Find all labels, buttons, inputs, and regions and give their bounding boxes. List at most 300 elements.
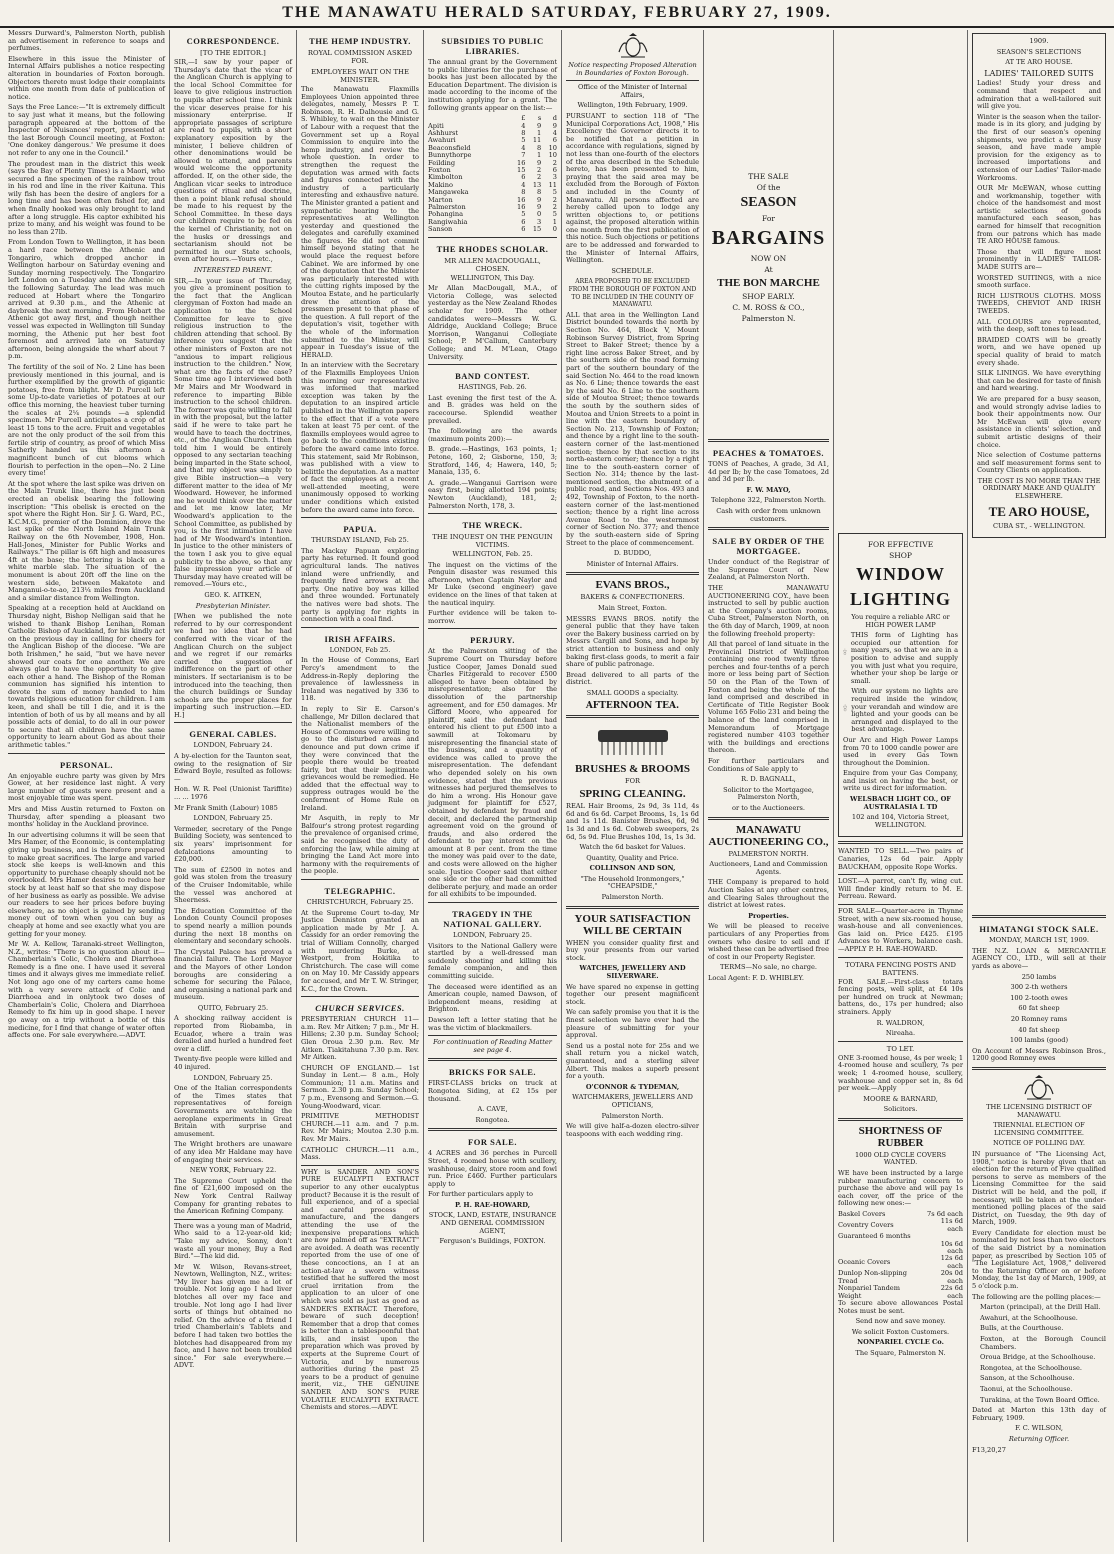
column-3 <box>297 30 424 1542</box>
table-cell: 2 <box>537 173 542 182</box>
ad-text: ALL COLOURS are represented, with the deep, soft tones to lead. <box>977 317 1101 334</box>
list-item: Rongotea, at the Schoolhouse. <box>980 1363 1082 1372</box>
table-cell: 8 <box>537 188 542 197</box>
news-item: Twenty-five people were killed and 40 injured. <box>174 1055 292 1072</box>
news-item: From London Town to Wellington, it has been a hard race between the Athenic and Tongariro, which dropped anchor in Wellington harbour on Saturday evening and Sunday morning respectively. The Tongariro left London on a Tuesday and the Athenic on the following Saturday. The lead was much reduced at Hobart where the Tongariro arrived at 9.30 p.m., and the Athenic at daybreak the next morning. From Hobart the Athenic got away first, and though neither vessel was expected in Wellington till Sunday morning, the Athenic put her best foot foremost and arrived late on Saturday afternoon, being alongside the wharf about 7 p.m. <box>8 238 165 361</box>
news-item: Last evening the first test of the A. and B. grades was held on the racecourse. Splendid weather prevailed. <box>428 393 557 425</box>
table-cell: 11 <box>532 136 542 145</box>
ad-signature: R. WALDRON, <box>876 1018 925 1027</box>
table-cell: 9 <box>537 195 542 204</box>
ad-signature: MOORE & BARNARD, <box>863 1094 938 1103</box>
grants-table <box>428 115 557 234</box>
table-cell: 6 <box>552 166 557 174</box>
ad-signature: NONPARIEL CYCLE Co. <box>857 1338 944 1347</box>
notice-title: TRIENNIAL ELECTION OF LICENSING COMMITTEE. <box>993 1121 1085 1137</box>
classified-ad: FOR SALE—Quarter-acre in Thynne Street, with a new six-roomed house, wash-house and all conveniences. Gas laid on. Price £425. £195 Advances to Workers, balance cash.—APPLY P. H. RAE-HOWARD. <box>838 907 963 953</box>
news-item: Elsewhere in this issue the Minister of Internal Affairs publishes a notice respecting alteration in boundaries of Foxton borough. Objectors thereto must lodge their complaints within one month from date of publication of notice. <box>8 54 165 101</box>
news-item: One of the Italian correspondents of the Times states that representatives of foreign Governments are watching the aeroplane experiments in Great Britain with surprise and amusement. <box>174 1084 292 1138</box>
ad-heading: SHORTNESS OF RUBBER <box>858 1124 943 1149</box>
signature: GEO. K. AITKEN, <box>204 590 262 599</box>
news-item: The fertility of the soil of No. 2 Line has been previously mentioned in this journal, and is further exemplified by the growth of gigantic potatoes, free from blight. Mr D. Purcell left some Up-to-date varieties of potatoes at our office this morning, the heaviest tuber turning the scales at 2¼ pounds —a splendid specimen. Mr Purcell anticipates a crop of at least 15 tons to the acre. Fruit and vegetables are not the only product of the soil from this fertile strip of country, as proof of which Miss Satherly handed us this afternoon a magnificent bunch of cut blooms which flourish to perfection in the open—No. 2 Line every time! <box>8 362 165 478</box>
dateline: CHRISTCHURCH, February 25. <box>306 898 414 906</box>
list-item: Foxton, at the Borough Council Chambers. <box>980 1335 1106 1351</box>
ad-text: THE N.Z. LOAN & MERCANTILE AGENCY CO., LTD., will sell at their yards as above— <box>972 946 1106 971</box>
coat-of-arms-icon <box>1019 1074 1059 1102</box>
ad-heading: LIGHTING <box>849 589 952 609</box>
table-cell: 2 <box>552 203 557 212</box>
ad-heading: BRUSHES & BROOMS <box>575 762 690 775</box>
ad-text: Cash with order from unknown customers. <box>716 506 821 523</box>
table-cell: Feilding <box>428 158 456 167</box>
news-item: The following are the awards (maximum points 200):— <box>428 427 557 443</box>
news-item: In reply to Sir E. Carson's challenge, Mr Dillon declared that the Nationalist members of the House of Commons were willing to go to the disturbed areas and denounce and put down crime if they were convinced that the people there would be treated fairly, but that their legitimate grievances would be remedied. He added that the effectual way to suppress outrages would be the conferment of Home Rule on Ireland. <box>301 704 419 812</box>
ad-signature: Palmerston North. <box>601 893 664 902</box>
table-cell: Guaranteed 6 months <box>838 1232 911 1241</box>
notice-text: PURSUANT to section 118 of "The Municipal Corporations Act, 1908," His Excellency the Governor directs it to be notified that a petition in accordance with regulations, signed by not less than one-fourth of the electors of the area described in the Schedule hereto, has been presented to him, praying that the said area may be excluded from the Borough of Foxton and included in the County of Manawatu. All persons affected are hereby called upon to lodge any written objections to, or petitions against, the proposed alteration within one month from the first publication of this notice. Such objections or petitions are to be addressed and forwarded to the Minister of Internal Affairs, Wellington. <box>566 111 699 265</box>
list-item: 300 2-th wethers <box>1010 983 1068 992</box>
table-cell: 10s 6d each <box>940 1239 963 1256</box>
dateline: LONDON, February 25. <box>193 1073 273 1082</box>
ad-text: For <box>762 214 775 223</box>
lamp-icon <box>843 632 847 672</box>
notice-text: AREA PROPOSED TO BE EXCLUDED FROM THE BOROUGH OF FOXTON AND TO BE INCLUDED IN THE COUNTY OF MANAWATU. <box>568 278 697 309</box>
ad-heading: LADIES' TAILORED SUITS <box>984 68 1094 78</box>
table-row <box>838 1270 963 1285</box>
table-cell: Apiti <box>428 121 444 130</box>
list-item: 40 fat sheep <box>1018 1025 1060 1034</box>
list-item: 100 2-tooth ewes <box>1010 993 1068 1002</box>
notice-title: NOTICE OF POLLING DAY. <box>993 1139 1085 1148</box>
column-4 <box>424 30 562 1542</box>
dateline: HASTINGS, Feb. 26. <box>458 383 527 392</box>
dateline: NEW YORK, February 22. <box>189 1166 277 1175</box>
advertisement: WHY is SANDER AND SON'S PURE EUCALYPTI EXTRACT superior to any other eucalyptus product? Because it is the result of full experience, and of a special and careful process of manufacture, and the dangers attending the use of the inexpensive preparations which are now palmed off as "EXTRACT" are avoided. A death was recently reported from the use of one of these concoctions, an I at an action-at-law a sworn witness testified that he suffered the most cruel irritation from the application to an ulcer of one which was sold as just as good as SANDER'S EXTRACT. Therefore, beware of such deception! Remember that a drop that comes is better than a tablespoonful that kills, and insist upon the preparation which was proved by experts at the Supreme Court of Victoria, and by numerous authorities during the past 25 years to be a product of genuine merit, viz., THE GENUINE SANDER AND SON'S PURE VOLATILE EUCALYPTI EXTRACT. Chemists and stores.—ADVT. <box>301 1167 419 1412</box>
ad-heading: THE BON MARCHE <box>717 277 820 289</box>
ad-text: On Account of Messrs Robinson Bros., 1200 good Romney ewes <box>972 1046 1106 1063</box>
table-row <box>838 1285 963 1300</box>
table-cell: 12s 6d each <box>940 1254 963 1270</box>
ad-heading: MANAWATU AUCTIONEERING CO., <box>708 823 829 848</box>
ad-text: Bread delivered to all parts of the district. <box>566 670 699 687</box>
section-heading: CHURCH SERVICES. <box>315 1003 405 1014</box>
ad-text: Properties. <box>748 911 789 920</box>
news-item: Further evidence will be taken to-morrow. <box>428 609 557 625</box>
notice-code: F13,20,27 <box>972 1445 1006 1454</box>
table-cell: Oceanic Covers <box>838 1258 891 1267</box>
ad-signature: O'CONNOR & TYDEMAN, <box>585 1082 680 1091</box>
column-1 <box>4 30 170 1542</box>
table-cell: 16 <box>517 203 526 212</box>
table-cell: 9 <box>552 121 557 130</box>
news-item: The annual grant by the Government to public libraries for the purchase of books has just been allocated by the Education Department. The division is made according to the income of the institution applying for a grant. The following grants appear on the list:— <box>428 58 557 112</box>
news-item: Mrs and Miss Austin returned to Foxton on Thursday, after spending a pleasant two months' holiday in the Auckland province. <box>8 805 165 829</box>
list-item: Oroua Bridge, at the Schoolhouse. <box>980 1353 1096 1362</box>
news-item: In an interview with the Secretary of the Flaxmills Employees Union this morning our representative was informed that marked exception was taken by the deputation to an inspired article published in the Wellington papers to the effect that if a vote were taken at least 75 per cent. of the flaxmills employees would agree to go back to the conditions existing before the award came into force. This statement, said Mr Robinson, was published with a view to belittle the deputation. As a matter of fact the employees at a recent well-attended meeting, were unanimously opposed to working under conditions which existed before the award came into force. <box>301 361 419 514</box>
table-cell: Sanson <box>428 225 453 234</box>
table-cell: 8 <box>521 128 526 137</box>
ad-text: FOR <box>625 776 640 785</box>
table-cell: 20s 0d each <box>940 1269 963 1285</box>
ad-heading: YOUR SATISFACTION WILL BE CERTAIN <box>574 912 691 937</box>
table-cell: 15 <box>517 166 526 174</box>
ad-text: Send now and save money. <box>855 1317 946 1326</box>
dateline: WELLINGTON, Feb. 25. <box>452 550 533 559</box>
ad-signature: Solicitor to the Mortgagee, Palmerston North, <box>723 785 814 802</box>
column-5 <box>562 30 704 1542</box>
ad-text: Quantity, Quality and Price. <box>586 853 679 862</box>
news-item: The Education Committee of the London County Council proposes to spend nearly a million pounds during the next 18 months on elementary and secondary schools. <box>174 906 292 946</box>
dateline: LONDON, Feb 25. <box>329 645 391 654</box>
ad-signature: COLLINSON AND SON, <box>589 864 676 873</box>
page-columns <box>4 30 1110 1542</box>
column-2 <box>170 30 297 1542</box>
ad-heading: WINDOW <box>855 564 945 584</box>
ad-signature: A. CAVE, <box>477 1105 508 1114</box>
ad-heading: SALE BY ORDER OF THE MORTGAGEE. <box>712 536 825 557</box>
table-cell: 0 <box>552 225 557 234</box>
news-item: Mr W. A. Kellow, Taranaki-street Wellington, N.Z., writes: "There is no question about it—Chamberlain's Colic, Cholera and Diarrhoea Remedy is a fine one. I have used it several times and it always gives me immediate relief. Not long ago one of my carters came home with a very severe attack of Colic and Diarrhoea and in onlytook two doses of Chamberlain's Colic, Cholera and Diarrhoea Remedy to fix him up in good shape. I never go away on a trip without a bottle of this medicine, for I find that change of water often affects one. For sale everywhere.—ADVT. <box>8 940 165 1040</box>
notice-signature: Returning Officer. <box>1008 1434 1070 1443</box>
news-item: An enjoyable euchre party was given by Mrs Gower, at her residence last night. A very large number of guests were present and a most enjoyable time was spent. <box>8 771 165 803</box>
table-cell: 4 <box>521 121 526 130</box>
news-item: The Manawatu Flaxmills Employees Union appointed three delegates, namely, Messrs P. T. Robinson, R. H. Dalhousie and G. S. Whibley, to wait on the Minister of Labour with a request that the Government set up a Royal Commission to enquire into the hemp industry, and review the whole question. In order to strengthen the request the deputation was armed with facts and figures connected with the industry of a particularly interesting and exhaustive nature. The Minister granted a patient and sympathetic hearing to the representatives at Wellington yesterday and questioned the delegates and carefully examined the figures. He did not commit himself beyond stating that he would place the request before Cabinet. We are informed by one of the deputation that the Minister was particularly interested with the cutting rights imposed by the Moutoa Estate, and he particularly drew the attention of the pressmen present to that phase of the question. A full report of the deputation's visit, together with the whole of the information submitted to the Minister, will appear in Tuesday's issue of the HERALD. <box>301 85 419 359</box>
ad-text: We will be pleased to receive particulars of any Properties from owners who desire to sell and if wished these can be advertised free of cost in our Property Register. <box>708 922 829 961</box>
ad-text: FOR EFFECTIVE <box>867 540 934 549</box>
news-item: In the House of Commons, Earl Percy's amendment to the Address-in-Reply deploring the prevalence of lawlessness in Ireland was negatived by 336 to 118. <box>301 656 419 703</box>
news-item: In our advertising columns it will be seen that Mrs Hamer, of the Economic, is contemplating giving up business, and is therefore prepared to make great sacrifices. The large and varied stock she keeps is well-known and this opportunity to purchase cheaply should not be overlooked. Mrs Hamer desires to reduce her stock by at least half so that she may dispose of her business as early as possible. We advise our readers to see her prices before buying elsewhere, as no object is gained by sending money out of town when you can buy as cheaply at home and see exactly what you are getting for your money. <box>8 830 165 938</box>
ad-signature: or to the Auctioneers. <box>732 803 805 812</box>
list-item: 100 lambs (good) <box>1009 1036 1069 1045</box>
table-cell: Beaconsfield <box>428 143 471 152</box>
ad-text: NOW ON <box>750 254 787 263</box>
ad-signature: WATCHMAKERS, JEWELLERS AND OPTICIANS, <box>572 1093 693 1109</box>
table-cell: 16 <box>517 195 526 204</box>
table-cell: 5 <box>552 188 557 197</box>
table-cell: Dunlop Non-slipping Tread <box>838 1269 908 1285</box>
table-cell: 2 <box>537 166 542 174</box>
table-cell: Awahuri <box>428 136 456 145</box>
dateline: LONDON, February 24. <box>193 741 273 750</box>
ad-text: FIRST-CLASS bricks on truck at Rongotea Siding, at £2 15s per thousand. <box>428 1079 557 1103</box>
table-cell: 2 <box>552 195 557 204</box>
ad-text: We have spared no expense in getting together our present magnificent stock. <box>566 982 699 1006</box>
table-cell: Foxton <box>428 166 451 174</box>
column-6 <box>704 30 834 1542</box>
notice-title: THE LICENSING DISTRICT OF MANAWATU. <box>986 1102 1092 1119</box>
ad-heading: TE ARO HOUSE, <box>988 503 1090 519</box>
signature: Presbyterian Minister. <box>195 601 271 610</box>
ad-text: 1909. <box>1029 37 1049 45</box>
subheading: MR ALLEN MACDOUGALL, CHOSEN. <box>444 256 541 273</box>
table-row <box>838 1241 963 1256</box>
section-heading: SUBSIDIES TO PUBLIC LIBRARIES. <box>441 36 544 56</box>
table-row <box>428 226 557 233</box>
ad-heading: TO LET. <box>886 1044 915 1053</box>
classified-ad: FOR SALE.—First-class totara fencing posts, well split, at £4 10s per hundred on truck at Newman; battens, do., 17s per hundred; also strainers. Apply <box>838 977 963 1016</box>
table-cell: 0 <box>537 210 542 219</box>
advertisement: There was a young man of Madrid, Who said to a 12-year-old kid; "Take my advice, Sonny, don't waste all your money, Buy a Red Bird."—The kid did. <box>174 1221 292 1261</box>
table-cell: £ <box>521 114 526 123</box>
brush-icon <box>588 722 678 760</box>
polling-places-list <box>972 1304 1106 1404</box>
list-item: 60 fat sheep <box>1018 1004 1060 1013</box>
table-cell: 1 <box>537 151 542 160</box>
section-heading: THE RHODES SCHOLAR. <box>436 243 549 254</box>
ad-heading: TOTARA FENCING POSTS AND BATTENS. <box>845 960 956 977</box>
news-item: Dawson left a letter stating that he was the victim of blackmailers. <box>428 1015 557 1032</box>
news-item: Hon. W. R. Peel (Unionist Tariffite) ... ... 1976 <box>174 785 292 802</box>
ad-text: THE COST IS NO MORE THAN THE ORDINARY MAKE AND QUALITY ELSEWHERE. <box>977 476 1101 501</box>
table-cell: 4 <box>552 128 557 137</box>
dateline: LONDON, February 25. <box>193 814 273 823</box>
te-aro-ad <box>972 33 1106 538</box>
list-item: Taonui, at the Schoolhouse. <box>980 1384 1073 1393</box>
window-lighting-ad <box>838 533 963 837</box>
ad-text: OUR Mr McEWAN, whose cutting and workmanship, together with choice of the handsomest and most artistic selections of goods manufactured each season, has earned for himself that recognition from our patrons which has made TE ARO HOUSE famous. <box>977 184 1101 246</box>
notice-signature: Minister of Internal Affairs. <box>586 559 679 568</box>
table-cell: 10 <box>548 151 557 160</box>
table-cell: 4 <box>521 180 526 189</box>
ad-signature: Nireaha. <box>885 1029 916 1038</box>
ad-text: SHOP EARLY. <box>742 292 795 301</box>
subheading: [TO THE EDITOR.] <box>200 49 266 57</box>
ad-signature: "The Household Ironmongers," "CHEAPSIDE," <box>580 874 685 891</box>
list-item: 250 lambs <box>1021 972 1057 981</box>
ad-text: TONS of Peaches, A grade, 3d A1, 4d per lb; by the case Tomatoes, 2d and 3d per lb. <box>708 460 829 484</box>
table-cell: Kimbolton <box>428 173 463 182</box>
ad-heading: SPRING CLEANING. <box>579 788 686 801</box>
section-heading: PAPUA. <box>343 524 377 535</box>
ad-signature: P. H. RAE-HOWARD, <box>454 1200 531 1209</box>
ad-text: TERMS—No sale, no charge. <box>720 963 817 972</box>
ad-address: Main Street, Foxton. <box>598 604 667 612</box>
ad-signature: Solicitors. <box>883 1105 918 1114</box>
table-cell: 1 <box>537 128 542 137</box>
table-cell: Ashhurst <box>428 128 459 137</box>
table-cell: 8 <box>537 143 542 152</box>
news-item: The Mackay Papuan exploring party has returned. It found good agricultural lands. The natives inland were unfriendly, and frequently fired arrows at the party. One native boy was killed and three wounded. Fortunately the natives were bad shots. The party is applying for rights in connection with a coal find. <box>301 546 419 624</box>
news-item: The Crystal Palace has proved a financial failure. The Lord Mayor and the Mayors of other London boroughs are considering a scheme for securing the Palace, and organising a national park and museum. <box>174 947 292 1002</box>
subheading: THE INQUEST ON THE PENGUIN VICTIMS. <box>432 533 553 550</box>
ad-text: WE have been instructed by a large rubber manufacturing concern to purchase the above and will pay 1s each cover, off the price of the following new ones:— <box>838 1169 963 1208</box>
ad-text: Nice selection of Costume patterns and self measurement forms sent to Country Clients on application. <box>977 451 1101 475</box>
table-cell: 11 <box>548 180 557 189</box>
section-heading: THE HEMP INDUSTRY. <box>309 36 411 46</box>
news-item: At the spot where the last spike was driven on the Main Trunk line, there has just been erected an obelisk bearing the following inscription: "This obelisk is erected on the spot where the Right Hon. Sir J. G. Ward, P.C., K.C.M.G., premier of the Dominion, drove the last spike of the North Island Main Trunk Railway on the 6th November, 1908, Hon. Hall-Jones, Minister for Public Works and Railways." The pillar is 6ft high and measures 4ft at the base; the lettering is black on a white marble slab. The situation of the monument is about 20ft off the line on the western side, between Makatote and Manganui-o-te-ao, 213¼ miles from Auckland and a similar distance from Wellington. <box>8 479 165 602</box>
signature: INTERESTED PARENT. <box>193 266 273 275</box>
dateline: LONDON, February 25. <box>453 931 532 940</box>
table-cell: Rangiwahia <box>428 217 468 226</box>
ad-signature: Palmerston North. <box>601 1111 664 1120</box>
section-heading: THE WRECK. <box>462 520 523 531</box>
ad-subheading: BAKERS & CONFECTIONERS. <box>580 593 685 602</box>
table-cell: 5 <box>521 210 526 219</box>
ad-heading: BARGAINS <box>711 227 826 249</box>
table-cell: 6 <box>552 136 557 145</box>
church-listing: PRIMITIVE METHODIST CHURCH.—11 a.m. and 7 p.m. Rev. Mr Mairs; Moutoa 2.30 p.m. Rev. Mr Mairs. <box>301 1112 419 1144</box>
notice-text: Every Candidate for election must be nominated by not less than two electors of the said District by a nomination paper, as prescribed by Section 105 of "The Legislature Act, 1908," delivered to the Returning Officer on or before Monday, the 1st day of March, 1909, at 5 o'clock p.m. <box>972 1228 1106 1291</box>
ad-text: Palmerston N. <box>741 314 796 323</box>
continuation-note: For continuation of Reading Matter see page 4. <box>433 1038 552 1054</box>
table-cell: d <box>552 114 557 123</box>
ad-signature: STOCK, LAND, ESTATE, INSURANCE AND GENERAL COMMISSION AGENT, <box>428 1211 557 1235</box>
news-item: Visitors to the National Gallery were startled by a well-dressed man suddenly shooting and killing his female companion, and then committing suicide. <box>428 941 557 980</box>
news-item: A by-election for the Taunton seat, owing to the resignation of Sir Edward Boyle, resulted as follows:— <box>174 752 292 783</box>
table-cell: 22s 6d each <box>940 1284 963 1300</box>
section-heading: TELEGRAPHIC. <box>324 886 396 896</box>
lamp-icon <box>843 688 847 728</box>
news-item: Says the Free Lance:—"It is extremely difficult to say just what it means, but the following paragraph appeared at the bottom of the Inspector of Nuisances' report, presented at the last Borough Council meeting, at Foxton: 'One donkey dangerous.' We presume it does not refer to any one in the Council." <box>8 103 165 157</box>
notice-text: SCHEDULE. <box>611 266 654 275</box>
ad-text: RICH LUSTROUS CLOTHS. MOSS TWEEDS, CHEVIOT AND IRISH TWEEDS. <box>977 291 1101 315</box>
ad-text: For further particulars apply to <box>428 1190 533 1199</box>
ad-heading: FOR SALE. <box>468 1137 517 1148</box>
ad-text: At <box>764 265 773 274</box>
news-item: A. grade.—Wanganui Garrison were easy first, being allotted 194 points; Newton (Auckland), 181, 2; Palmerston North, 178, 3. <box>428 478 557 510</box>
ad-text: Send us a postal note for 25s and we shall return you a nickel watch, guaranteed, and a sterling silver Albert. This makes a superb present for a youth. <box>566 1041 699 1081</box>
section-heading: CORRESPONDENCE. <box>186 36 280 46</box>
table-cell: 11s 6d each <box>940 1217 963 1233</box>
ad-text: THE SALE <box>748 172 789 181</box>
list-item: Turakina, at the Town Board Office. <box>980 1395 1100 1404</box>
letter: SIR,—In your issue of Thursday, you give a prominent position to the fact that the Anglican clergyman of Foxton had made an application to the School Committee for leave to give religious instruction to the children attending that school. By inference you suggest that the other ministers of Foxton are not "anxious to impart religious instruction to the children." Now, what are the facts of the case? Some time ago I interviewed both Mr Mairs and Mr Woodward in reference to imparting Bible instruction to the school children. The former was quite willing to fall in with the proposal, but the latter said if he were to take part he would have to teach the doctrines, etc., of the Anglican Church. I then told him I would be entirely opposed to any sectarian teaching being imparted in the State school, and that my object was simply to give Bible instruction—a very different matter to the idea of Mr Woodward. However, he informed me he would think over the matter and let me know later, Mr Woodward's application to the School Committee, as published by you, is the first intimation I have had of Mr Woodward's intention. In justice to the other ministers of the town I ask you to give equal publicity to the above, so that any false impression your article of Thursday may have created will be removed.—Yours etc., <box>174 276 292 589</box>
notice-text: ALL that area in the Wellington Land District bounded towards the north by Section No. 464, Block V, Mount Robinson Survey District, from Spring Street to Baker Street; thence by a right line across Baker Street, and by the southern side of the road forming part of the southern boundary of the said Section No. 464 to the road known as No. 6 Line; thence towards the east by the said No. 6 Line to the southern side of Moutoa Street; thence towards the south by the southern sides of Moutoa and Union Streets to a point in line with the eastern boundary of Section No. 213, Township of Foxton; and thence by a right line to the south-eastern corner of the last-mentioned section; thence by that section to its north-eastern corner; thence by a right line to the south-eastern corner of Section No. 314; thence by the last-mentioned section, the abutment of a public road, and Sections Nos. 493 and 492, Township of Foxton, to the north-eastern corner of the last-mentioned section; thence by a right line across Avenue Road to the westernmost corner of Section No. 377; and thence by the south-eastern side of Spring Street to the place of commencement. <box>566 310 699 547</box>
ad-text: Ladies! Study your dress and command that respect and admiration that a well-tailored suit will give you. <box>977 79 1101 111</box>
notice-signature: D. BUDDO, <box>613 549 652 558</box>
ad-signature: Telephone 322, Palmerston North. <box>711 496 826 505</box>
ad-text: Under conduct of the Registrar of the Supreme Court of New Zealand, at Palmerston North. <box>708 558 829 582</box>
cover-price-table <box>838 1211 963 1300</box>
ad-text: Winter is the season when the tailor-made is in its glory, and judging by the first of our season's opening shipments, we predict a very busy season, and have made ample provision for the exigency as to increased importations and extension of our Ladies' Tailor-made Workrooms. <box>977 112 1101 182</box>
ad-signature: CUBA ST., - WELLINGTON. <box>992 521 1086 530</box>
table-cell: 7 <box>521 151 526 160</box>
notice-text: IN pursuance of "The Licensing Act, 1908," notice is hereby given that an election for the return of Five qualified persons to serve as members of the Licensing Committee for the said District will be held, and the poll, if necessary, will be taken at the under-mentioned polling places of the said District, on Tuesday, the 9th day of March, 1909. <box>972 1149 1106 1227</box>
ad-heading: SEASON <box>740 195 797 210</box>
ad-text: Those that will figure most prominently in LADIES' TAILOR-MADE SUITS are— <box>977 247 1101 272</box>
notice-text: Office of the Minister of Internal Affairs, <box>577 83 688 99</box>
news-item: At the Supreme Court to-day, Mr Justice Denniston granted an application made by Mr J. A. Cassidy for an order removing the trial of William Connolly, charged with murdering Burke, at Westport, from Hokitika to Christchurch. The case will come on on May 10. Mr Cassidy appears for accused, and Mr T. W. Stringer, K.C., for the Crown. <box>301 908 419 993</box>
news-item: Mr Asquith, in reply to Mr Balfour's strong protest regarding the prevalence of organised crime, said he recognised the duty of enforcing the law, while aiming at bringing the Land Act more into harmony with the requirements of the people. <box>301 814 419 876</box>
ad-text: MONDAY, MARCH 1ST, 1909. <box>989 936 1089 945</box>
news-item: The proudest man in the district this week (says the Bay of Plenty Times) is a Maori, who secured a fine specimen of the rainbow trout in his rod and line in the river Kaituna. This wily fish has been the desire of anglers for a long time and has been often fished for, and when finally hooked was only brought to land after a long struggle. His captor exhibited his prize to many, and his weight was found to be no less than 27lb. <box>8 159 165 236</box>
table-cell: 6 <box>521 173 526 182</box>
church-listing: CATHOLIC CHURCH.—11 a.m., Mass. <box>301 1145 419 1162</box>
ad-text: MESSRS EVANS BROS. notify the general public that they have taken over the Bakery business carried on by Messrs Cargill and Sons, and hope by strict attention to business and only baking first-class goods, to merit a fair share of public patronage. <box>566 614 699 669</box>
table-cell: s <box>537 114 542 123</box>
table-cell: Pohangina <box>428 210 464 219</box>
news-item: The deceased were identified as an American couple, named Dawson, of independent means, residing at Brighton. <box>428 982 557 1014</box>
ad-text: 4 ACRES and 36 perches in Purcell Street, 4 roomed house with scullery, washhouse, dairy, store room and fowl run. Price £460. Further particulars apply to <box>428 1149 557 1188</box>
ad-heading: EVANS BROS., <box>595 579 670 592</box>
table-cell: 6 <box>521 225 526 234</box>
dateline: WELLINGTON, This Day. <box>450 273 535 282</box>
letter: SIR,—I saw by your paper of Thursday's date that the vicar of the Anglican Church is applying to the local School Committee for leave to give religious instruction to pupils after school time. I think the vicar deserves praise for his missionary enterprise. If appropriate passages of scripture are read to pupils, with a short explanatory exposition by the minister, I believe children of other denominations would be allowed to attend, and parents would welcome the opportunity afforded. If, on the other side, the Anglican vicar seeks to introduce questions of ritual and doctrine, then a point blank refusal should be made to his request by the School Committee. In these days our children require to be fed on the kernel of Christianity, not on the husks or dressings and sectarianism should not be permitted in our State schools, even after hours.—Yours etc., <box>174 58 292 264</box>
section-heading: PERJURY. <box>470 635 515 646</box>
section-heading: GENERAL CABLES. <box>189 729 277 740</box>
news-item: The Supreme Court upheld the fine of £21,600 imposed on the New York Central Railway Company for granting rebates to the American Refining Company. <box>174 1176 292 1216</box>
ad-text: THE Company is prepared to hold Auction Sales at any other centres, and Clearing Sales throughout the district at lowest rates. <box>708 878 829 910</box>
news-item: Mr Allan MacDougall, M.A., of Victoria College, was selected yesterday as the New Zealand Rhodes scholar for 1909. The other candidates were—Messrs W. G. Aldridge, Auckland College; Bruce Morrison, Wanganui Collegiate School; P. M'Callum, Canterbury College; and M. M'Lean, Otago University. <box>428 284 557 361</box>
ad-text: THIS form of Lighting has occupied our attention for many years, so that we are in a position to advise and supply you with just what you require, whether your shop be large or small. <box>850 631 958 685</box>
ad-text: We solicit Foxton Customers. <box>851 1327 950 1336</box>
ad-text: To secure above allowances Postal Notes must be sent. <box>838 1298 963 1315</box>
subheading: EMPLOYEES WAIT ON THE MINISTER. <box>311 68 409 84</box>
ad-signature: R. D. BAGNALL, <box>741 775 796 784</box>
advertisement: Mr W. Wilson, Revans-street, Newtown, Wellington, N.Z., writes: "My liver has given me a lot of trouble. Not long ago I had liver blotches all over my face and trouble. Not long ago I had liver sorts of things but obtained no relief. On the advice of a friend I tried Chamberlain's Tablets and before I had taken two bottles the blotches had disappeared from my face, and I have not been troubled since." For sale everywhere.—ADVT. <box>174 1262 292 1370</box>
ad-signature: Rongotea. <box>475 1115 510 1124</box>
table-cell: 5 <box>521 136 526 145</box>
news-item: Vermeder, secretary of the Penge Building Society, was sentenced to six years' imprisonment for defalcations amounting to £20,000. <box>174 824 292 864</box>
news-item: Speaking at a reception held at Auckland on Thursday night, Bishop Nelligan said that he wished to thank Bishop Lenihan, Roman Catholic Bishop of Auckland, for his kindly act on the previous day in calling for cheers for the Anglican Bishop of the diocese. "We are both Irishmen," he said, "but we have never showed our coats for one another. We are always glad to have the opportunity to give each other a hand. The Bishop of the Roman communion has signified his intention to devote the sum of money handed to him towards religious education for children. I am keen, and shall be till I die, and it is the intention of both of us by all means and by all possible acts of denial, to do all in our power to secure that all children have the same opportunity to learn about God as about their arithmetic tables." <box>8 604 165 750</box>
section-heading: IRISH AFFAIRS. <box>324 633 396 644</box>
list-item: Marton (principal), at the Drill Hall. <box>980 1303 1101 1312</box>
notice-signature: F. C. WILSON, <box>1015 1424 1063 1433</box>
list-item: Sanson, at the Schoolhouse. <box>980 1374 1075 1383</box>
table-cell <box>838 1241 925 1256</box>
ad-text: SHOP <box>889 551 912 560</box>
ad-text: All that parcel of land situate in the Provincial District of Wellington containing one rood twenty three perches and four-tenths of a perch more or less being part of Section 50 on the Plan of the Town of Foxton and being the whole of the land comprised and described in Certificate of Title Register Book Volume 165 Folio 231 and being the balance of the land comprised in Memorandum of Mortgage registered number 4103 together with the buildings and erections thereon. <box>708 640 829 755</box>
subheading: ROYAL COMMISSION ASKED FOR. <box>307 49 413 65</box>
table-cell: 3 <box>552 173 557 182</box>
news-item: The sum of £2500 in notes and gold was stolen from the treasury of the Cruiser Indomitable, while the vessel was anchored at Sheerness. <box>174 865 292 905</box>
table-row <box>838 1218 963 1233</box>
section-heading: BAND CONTEST. <box>455 371 530 382</box>
table-cell: Coventry Covers <box>838 1221 894 1230</box>
column-7 <box>834 30 968 1542</box>
list-item: Bulls, at the Courthouse. <box>980 1324 1064 1333</box>
ad-text: We will give half-a-dozen electro-silver teaspoons with each wedding ring. <box>566 1122 699 1138</box>
table-cell: 9 <box>537 203 542 212</box>
classified-ad: LOST.—A parrot, can't fly, wing cut. Will finder kindly return to M. E. Perreau. Reward. <box>838 877 963 901</box>
news-item: B. grade.—Hastings, 163 points, 1; Petone, 160, 2; Gisborne, 150, 3; Stratford, 146, 4; Hawera, 140, 5; Manaia, 135, 6. <box>428 445 557 477</box>
editor-note: [When we published the note referred to by our correspondent we had no idea that he had conferred with the vicar of the Anglican Church on the subject and we regret if our remarks carried the suggestion of indifference on the part of other ministers. If sectarianism is to be introduced into the teaching, then the church buildings or Sunday schools are the proper places for imparting such instruction.—ED. H.] <box>174 612 292 719</box>
news-item: At the Palmerston sitting of the Supreme Court on Thursday before Justice Cooper, James Donald sued Charles Fitzgerald to recover £500 alleged to have been obtained by misrepresentation; also for the dissolution of the partnership agreement, and for £50 damages. Mr Gifford Moore, who appeared for plaintiff, said the defendant had entered his client to put £500 into a sawmill at Tokomaru by misrepresenting the financial state of the business, and a quantity of evidence was called to prove the misrepresentation. The defendant who depended solely on his own evidence, stated that the previous witnesses had perjured themselves to do him a wrong. His Honour gave judgment for plaintiff for £527, obtained by defendant by fraud and deceit, and declared the partnership agreement void on the ground of frauds, and also ordered the defendant to pay interest on the amount at 8 per cent. from the time the money was paid over to the date, and costs were allowed on the higher scale. Justice Cooper said that either one side or the other had committed deliberate perjury, and made an order for all exhibits to be impounded. <box>428 647 557 899</box>
ad-text: Watch the 6d basket for Values. <box>579 843 686 852</box>
table-cell: 1 <box>552 217 557 226</box>
classified-ad: ONE 3-roomed house, 4s per week; 1 4-roomed house and scullery, 7s per week; 1 4-roomed house, scullery, washhouse and copper set in, 8s 6d per week.—Apply <box>838 1053 964 1093</box>
table-cell: Nonpariel Tandem Weight <box>838 1284 900 1300</box>
ad-text: Our Arc and High Power Lamps from 70 to 1000 candle power are used in every Gas Town throughout the Dominion. <box>843 735 958 767</box>
table-cell: 9 <box>537 158 542 167</box>
table-cell: Bunnythorpe <box>428 151 472 160</box>
ad-text: SEASON'S SELECTIONS <box>996 47 1082 56</box>
ad-text: Auctioneers, Land and Commission Agents. <box>709 860 828 876</box>
list-item: Awahuri, at the Schoolhouse. <box>980 1313 1078 1322</box>
ad-text: We can safely promise you that it is the finest selection we have ever had the pleasure of submitting for your approval. <box>566 1008 699 1040</box>
notice-title: Notice respecting Proposed Alteration in Boundaries of Foxton Borough. <box>568 61 697 77</box>
ad-heading: HIMATANGI STOCK SALE. <box>979 924 1099 935</box>
masthead: THE MANAWATU HERALD SATURDAY, FEBRUARY 27, 1909. <box>0 0 1114 28</box>
list-item: 20 Romney rams <box>1010 1015 1068 1023</box>
ad-text: BRAIDED COATS will be greatly worn, and we have opened up special quality of braid to match every shade. <box>977 335 1101 367</box>
table-cell: Baskel Covers <box>838 1210 886 1219</box>
news-item: The inquest on the victims of the Penguin disaster was resumed this afternoon, when Captain Naylor and Mr Luke (second engineer) gave evidence on the lines of that taken at the nautical inquiry. <box>428 560 557 607</box>
ad-subheading: 1000 OLD CYCLE COVERS WANTED. <box>854 1150 947 1167</box>
ad-signature: 102 and 104, Victoria Street, WELLINGTON. <box>851 813 950 829</box>
ad-text: With our system no lights are required inside the window, your verandah and window are lighted and your goods can be arranged and displayed to the best advantage. <box>851 687 958 734</box>
table-cell: 7s 6d each <box>927 1210 963 1219</box>
section-heading: TRAGEDY IN THE NATIONAL GALLERY. <box>443 909 542 930</box>
table-cell: 3 <box>537 217 542 226</box>
ad-text: WATCHES, JEWELLERY AND SILVERWARE. <box>579 964 686 981</box>
table-cell: 9 <box>537 121 542 130</box>
table-cell: 5 <box>552 210 557 219</box>
table-cell: 2 <box>552 158 557 167</box>
ad-text: C. M. ROSS & CO., <box>732 303 805 312</box>
coat-of-arms-icon <box>613 32 653 60</box>
ad-text: Local Agent: F. D. WHIBLEY. <box>708 973 805 982</box>
section-heading: PERSONAL. <box>60 759 113 770</box>
